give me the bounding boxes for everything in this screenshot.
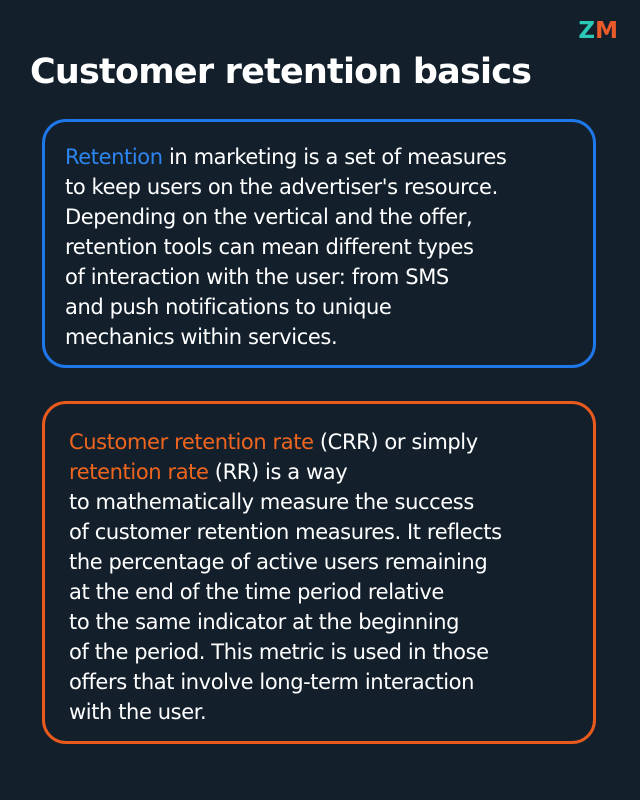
text-line: to mathematically measure the success (69, 490, 474, 514)
text-fragment: in marketing is a set of measures (162, 145, 507, 169)
text-line: the percentage of active users remaining (69, 550, 488, 574)
text-line: to keep users on the advertiser's resource. (65, 175, 498, 199)
text-line: of customer retention measures. It reflects (69, 520, 502, 544)
text-line: to the same indicator at the beginning (69, 610, 460, 634)
text-line: at the end of the time period relative (69, 580, 444, 604)
text-fragment: (CRR) or simply (313, 430, 478, 454)
retention-rate-text (69, 427, 575, 727)
text-line: of interaction with the user: from SMS (65, 265, 449, 289)
text-line: mechanics within services. (65, 325, 338, 349)
brand-logo (578, 20, 618, 43)
text-line: of the period. This metric is used in those (69, 640, 489, 664)
retention-rate-card (42, 401, 596, 744)
text-line (65, 142, 575, 172)
text-fragment: (RR) is a way (208, 460, 348, 484)
logo-letter-z: Z (578, 18, 596, 44)
text-line: retention tools can mean different types (65, 235, 474, 259)
text-line (69, 457, 575, 487)
retention-definition-card (42, 119, 596, 368)
text-line: and push notifications to unique (65, 295, 392, 319)
highlight-customer-retention-rate: Customer retention rate (69, 430, 314, 454)
highlight-retention-rate: retention rate (69, 460, 209, 484)
highlight-retention: Retention (65, 145, 163, 169)
retention-definition-text (65, 142, 575, 352)
text-line: with the user. (69, 700, 207, 724)
page-title: Customer retention basics (30, 52, 532, 92)
text-line (69, 427, 575, 457)
text-line: Depending on the vertical and the offer, (65, 205, 473, 229)
text-line: offers that involve long-term interaction (69, 670, 475, 694)
logo-letter-m: M (595, 18, 618, 44)
